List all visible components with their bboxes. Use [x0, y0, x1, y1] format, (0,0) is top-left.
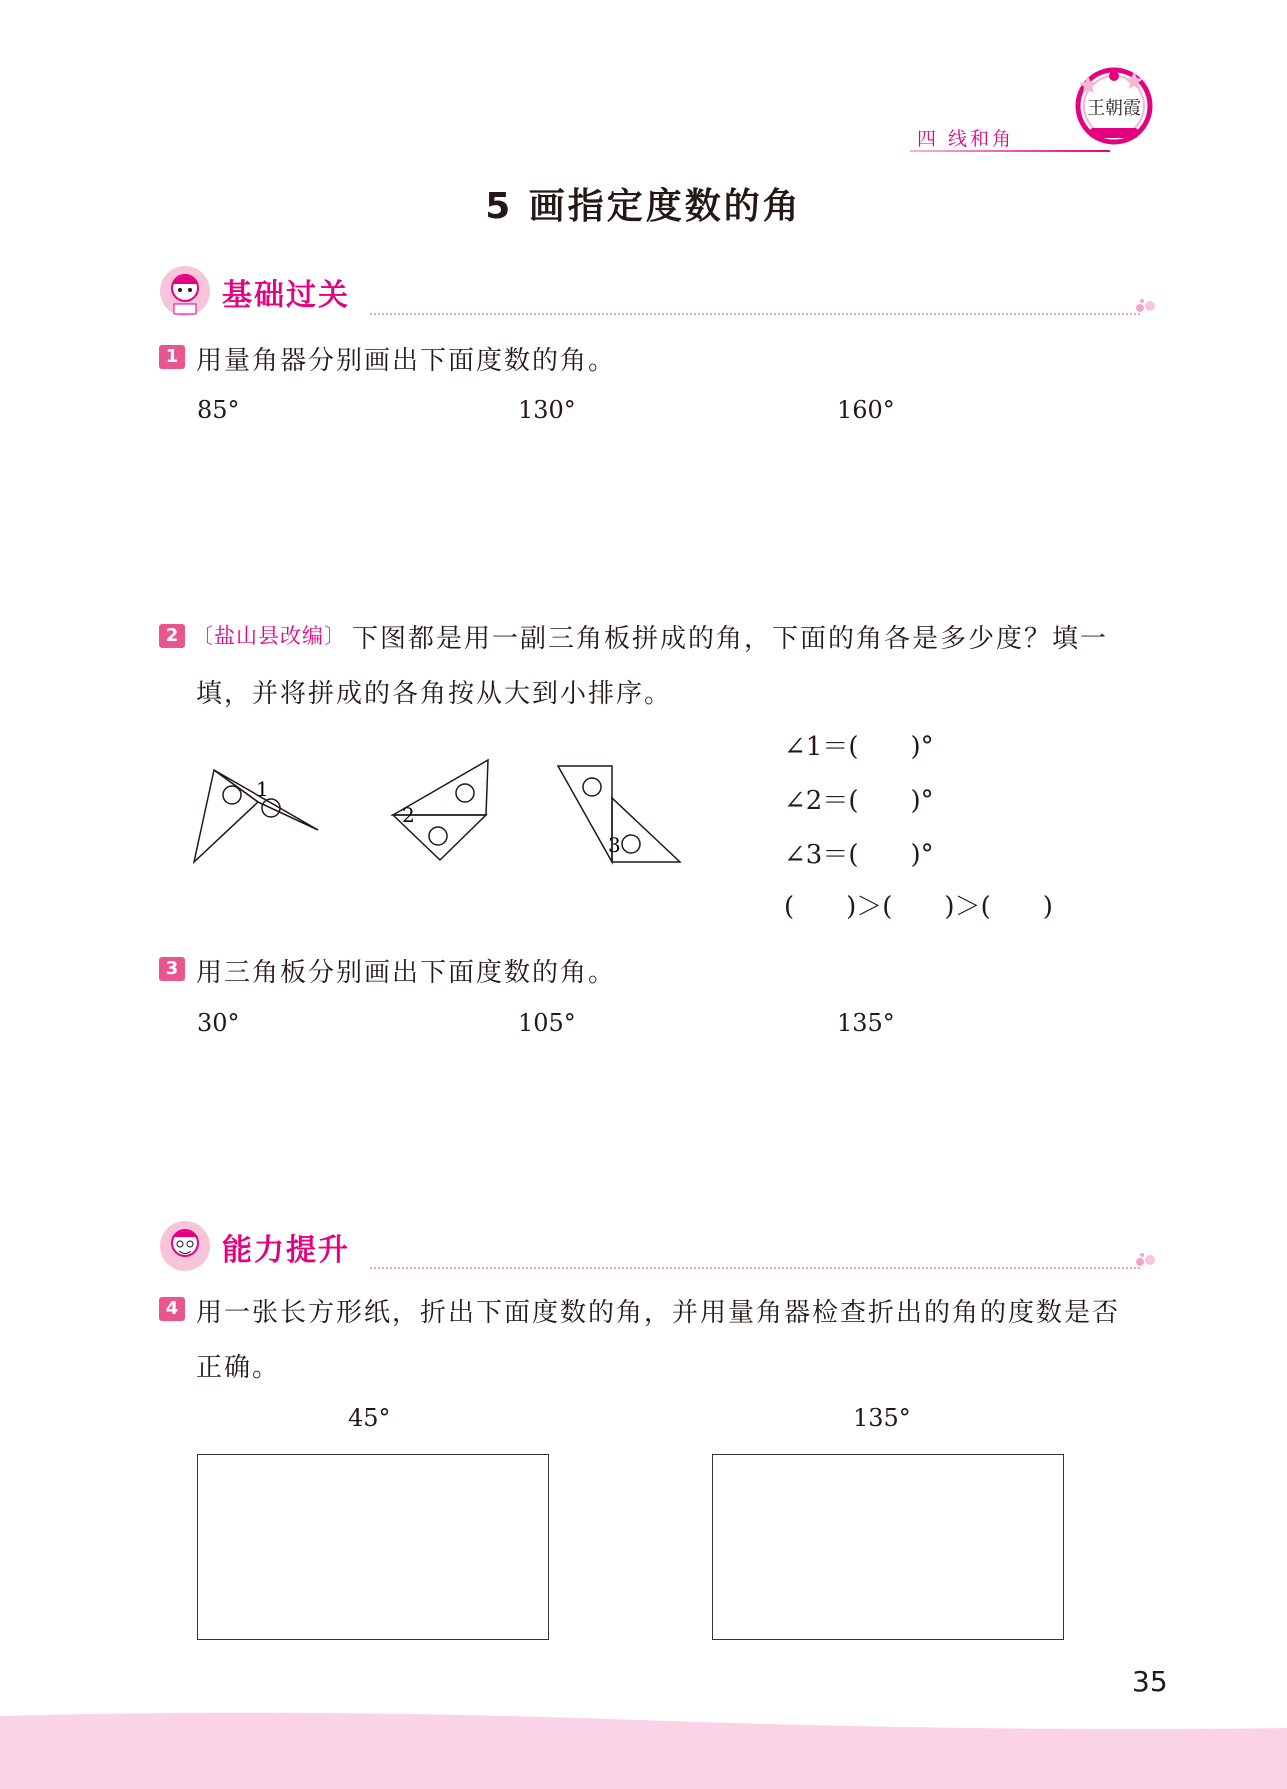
angle-label-3: 3 [608, 833, 621, 857]
logo-text: 王朝霞 [1087, 98, 1141, 119]
decor-dots-icon [1134, 298, 1158, 314]
brand-logo [1072, 62, 1156, 146]
q2-answer-angle1: ∠1＝( )° [784, 732, 934, 762]
question-number: 3 [159, 957, 185, 981]
q4-angle-135: 135° [853, 1404, 911, 1432]
fig3-triangle-b [612, 798, 680, 862]
q2-text-line1: 下图都是用一副三角板拼成的角，下面的角各是多少度？填一 [352, 624, 1109, 654]
q2-source: 〔盐山县改编〕 [192, 624, 346, 648]
triangle-set-diagrams [180, 750, 700, 875]
q2-answer-order: ( )＞( )＞( ) [784, 892, 1053, 922]
question-number: 4 [159, 1297, 185, 1321]
section-title-basic: 基础过关 [222, 278, 350, 313]
q2-answer-angle2: ∠2＝( )° [784, 786, 934, 816]
paper-rectangle-45 [197, 1454, 549, 1640]
q4-angle-45: 45° [348, 1404, 391, 1432]
question-number: 1 [159, 345, 185, 369]
q4-text-line2: 正确。 [196, 1353, 281, 1383]
q1-angle-130: 130° [518, 396, 576, 424]
paper-rectangle-135 [712, 1454, 1064, 1640]
chapter-underline [910, 150, 1110, 152]
page-title: 5 画指定度数的角 [485, 186, 802, 227]
angle-label-2: 2 [402, 803, 415, 827]
angle-label-1: 1 [256, 777, 269, 801]
question-number: 2 [159, 624, 185, 648]
q4-text-line1: 用一张长方形纸，折出下面度数的角，并用量角器检查折出的角的度数是否 [196, 1298, 1121, 1328]
q3-angle-30: 30° [197, 1009, 240, 1037]
decor-dots-icon [1134, 1252, 1158, 1268]
fig1-triangle-a [194, 770, 258, 862]
footer-band [0, 1708, 1287, 1789]
section-divider [370, 313, 1140, 315]
q2-answer-angle3: ∠3＝( )° [784, 840, 934, 870]
q1-text: 用量角器分别画出下面度数的角。 [196, 346, 617, 376]
section-title-advanced: 能力提升 [222, 1233, 350, 1268]
q3-angle-105: 105° [518, 1009, 576, 1037]
q1-angle-160: 160° [837, 396, 895, 424]
page-number: 35 [1132, 1665, 1168, 1698]
girl-mascot-icon [158, 264, 212, 318]
boy-mascot-icon [158, 1219, 212, 1273]
q1-angle-85: 85° [197, 396, 240, 424]
q3-text: 用三角板分别画出下面度数的角。 [196, 958, 617, 988]
chapter-label: 四 线和角 [917, 128, 1015, 150]
section-divider [370, 1267, 1140, 1269]
q3-angle-135: 135° [837, 1009, 895, 1037]
q2-text-line2: 填，并将拼成的各角按从大到小排序。 [196, 679, 673, 709]
